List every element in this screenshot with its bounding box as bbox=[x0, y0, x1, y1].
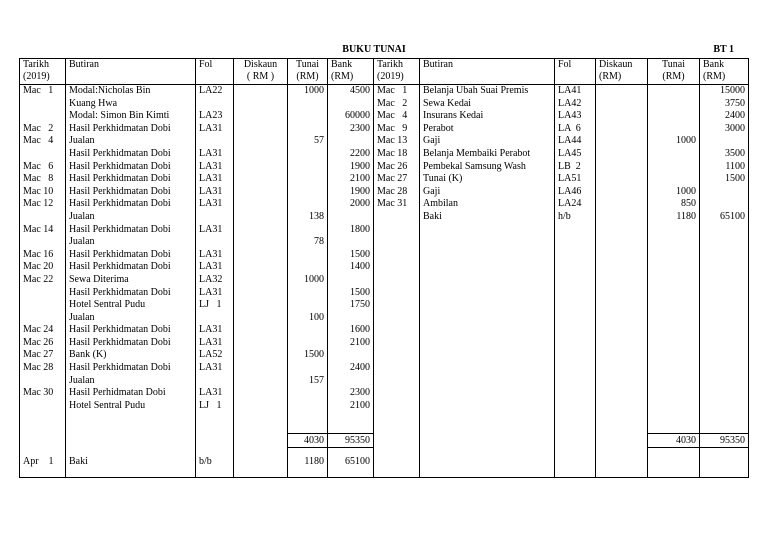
header-diskaun: Diskaun ( RM ) bbox=[234, 59, 288, 85]
header-butiran: Butiran bbox=[66, 59, 196, 85]
debit-total-bank: 95350 bbox=[328, 434, 374, 448]
balance-cash: 1180 bbox=[288, 448, 328, 478]
credit-total-cash: 4030 bbox=[648, 434, 700, 448]
header-right-tarikh: Tarikh (2019) bbox=[374, 59, 420, 85]
cash-book-table bbox=[19, 58, 749, 478]
header-right-diskaun: Diskaun (RM) bbox=[596, 59, 648, 85]
credit-cash: 1000 1000 850 1180 bbox=[648, 85, 700, 434]
header-row bbox=[20, 59, 749, 85]
credit-dates: Mac 1 Mac 2 Mac 4 Mac 9 Mac 13 Mac 18 Mac 26 Mac 27 Mac 28 Mac 31 bbox=[374, 85, 420, 434]
debit-dates: Mac 1 Mac 2 Mac 4 Mac 6 Mac 8 Mac 10 Mac 12 Mac 14 Mac 16 Mac 20 Mac 22 Mac 24 Mac 26 Mac 27 Mac 28 Mac 30 bbox=[20, 85, 66, 434]
credit-total-bank: 95350 bbox=[700, 434, 749, 448]
header-right-tunai: Tunai (RM) bbox=[648, 59, 700, 85]
balance-date: Apr 1 bbox=[20, 448, 66, 478]
totals-row bbox=[20, 434, 749, 448]
debit-bank: 4500 60000 2300 2200 1900 2100 1900 2000 1800 1500 1400 1500 1750 1600 2100 2400 2300 2100 bbox=[328, 85, 374, 434]
debit-cash: 1000 57 138 78 1000 100 1500 157 bbox=[288, 85, 328, 434]
header-tarikh: Tarikh (2019) bbox=[20, 59, 66, 85]
debit-total-cash: 4030 bbox=[288, 434, 328, 448]
balance-bank: 65100 bbox=[328, 448, 374, 478]
credit-discounts bbox=[596, 85, 648, 434]
entries-row bbox=[20, 85, 749, 434]
header-right-fol: Fol bbox=[555, 59, 596, 85]
header-bank: Bank (RM) bbox=[328, 59, 374, 85]
credit-descriptions: Belanja Ubah Suai Premis Sewa Kedai Insurans Kedai Perabot Gaji Belanja Membaiki Perabot Pembekal Samsung Wash Tunai (K) Gaji Ambilan Baki bbox=[420, 85, 555, 434]
credit-bank: 15000 3750 2400 3000 3500 1100 1500 65100 bbox=[700, 85, 749, 434]
balance-brought-down-row bbox=[20, 448, 749, 478]
header-tunai: Tunai (RM) bbox=[288, 59, 328, 85]
balance-folio: b/b bbox=[196, 448, 234, 478]
document-title: BUKU TUNAI bbox=[342, 44, 406, 55]
header-right-butiran: Butiran bbox=[420, 59, 555, 85]
header-right-bank: Bank (RM) bbox=[700, 59, 749, 85]
debit-descriptions: Modal:Nicholas Bin Kuang Hwa Modal: Simon Bin Kimti Hasil Perkhidmatan Dobi Jualan Hasil Perkhidmatan Dobi Hasil Perkhidmatan Dobi Hasil Perkhidmatan Dobi Hasil Perkhidmatan Dobi Hasil Perkhidmatan Dobi Jualan Hasil Perkhidmatan Dobi Jualan Hasil Perkhidmatan Dobi Hasil Perkhidmatan Dobi Sewa Diterima Hasil Perkhidmatan Dobi Hotel Sentral Pudu Jualan Hasil Perkhidmatan Dobi Hasil Perkhidmatan Dobi Bank (K) Hasil Perkhidmatan Dobi Jualan Hasil Perhidmatan Dobi Hotel Sentral Pudu bbox=[66, 85, 196, 434]
page-reference: BT 1 bbox=[713, 44, 734, 55]
debit-discounts bbox=[234, 85, 288, 434]
balance-description: Baki bbox=[66, 448, 196, 478]
header-fol: Fol bbox=[196, 59, 234, 85]
credit-folios: LA41 LA42 LA43 LA 6 LA44 LA45 LB 2 LA51 LA46 LA24 h/b bbox=[555, 85, 596, 434]
debit-folios: LA22 LA23 LA31 LA31 LA31 LA31 LA31 LA31 LA31 LA31 LA31 LA32 LA31 LJ 1 LA31 LA31 LA52 LA31 LA31 LJ 1 bbox=[196, 85, 234, 434]
